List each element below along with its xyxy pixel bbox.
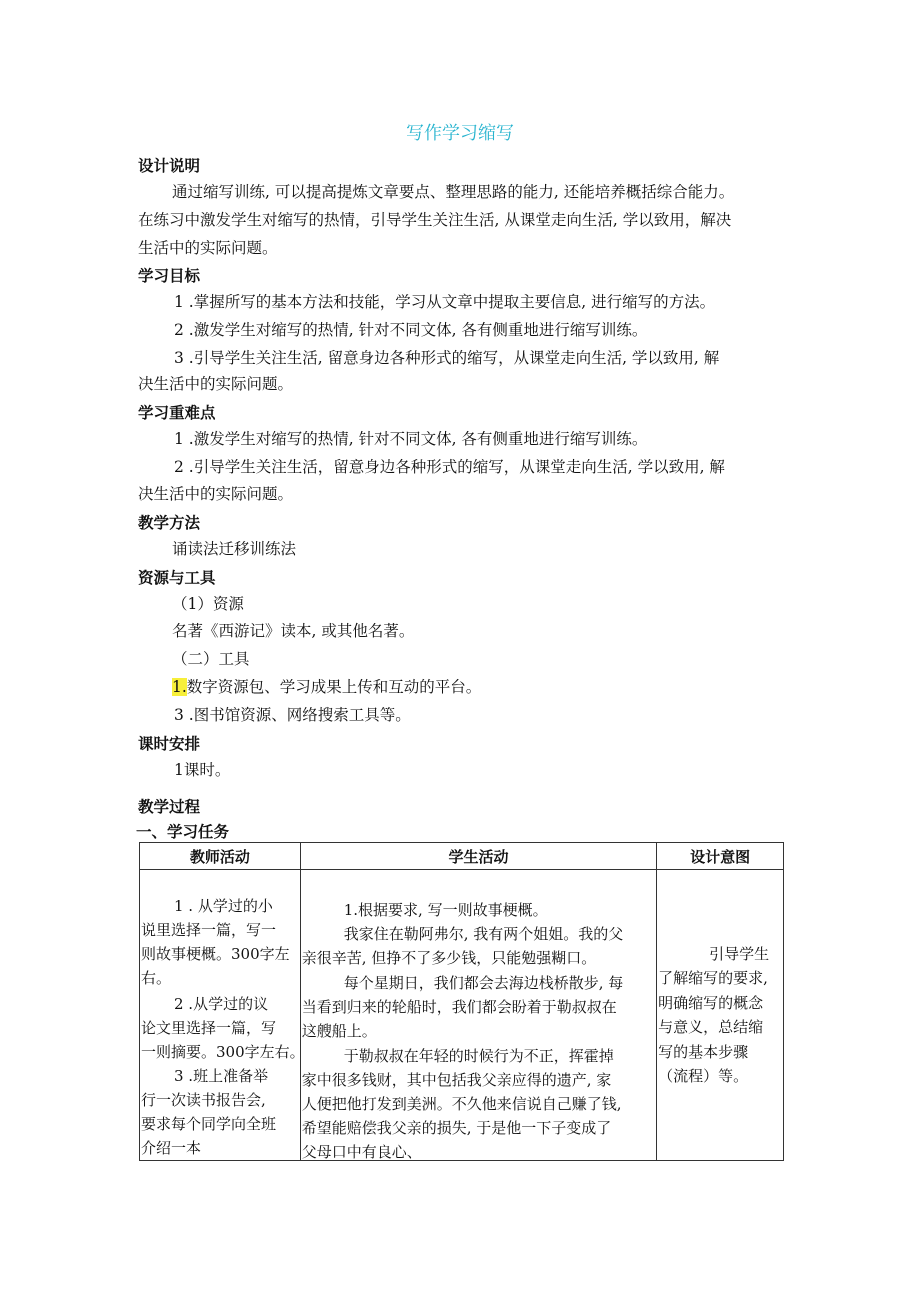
intent-line: （流程）等。	[658, 1067, 749, 1085]
goal-line-2: 2 .激发学生对缩写的热情, 针对不同文体, 各有侧重地进行缩写训练。	[174, 321, 648, 339]
design-line-3: 生活中的实际问题。	[138, 239, 278, 257]
table-header-row	[140, 843, 784, 870]
highlighted-number: 1.	[172, 678, 187, 696]
learning-task-table	[139, 842, 784, 1161]
section-heading-goals: 学习目标	[138, 267, 201, 285]
design-line-1: 通过缩写训练, 可以提高提炼文章要点、整理思路的能力, 还能培养概括综合能力。	[172, 183, 735, 201]
table-row	[140, 870, 784, 1161]
student-line: 当看到归来的轮船时，我们都会盼着于勒叔叔在	[301, 998, 617, 1016]
resources-sub-2: （二）工具	[172, 650, 250, 668]
student-line: 这艘船上。	[301, 1022, 377, 1040]
intent-line: 了解缩写的要求,	[658, 969, 768, 987]
section-heading-schedule: 课时安排	[138, 735, 201, 753]
process-subheading: 一、学习任务	[136, 823, 230, 841]
teacher-line: 一则摘要。300字左右。	[141, 1043, 305, 1061]
resources-text: 名著《西游记》读本, 或其他名著。	[172, 622, 415, 640]
document-title: 写作学习缩写	[406, 123, 514, 144]
intent-line: 写的基本步骤	[658, 1043, 749, 1061]
header-design-intent: 设计意图	[657, 843, 784, 870]
section-heading-resources: 资源与工具	[138, 569, 216, 587]
student-activity-cell	[300, 870, 656, 1161]
teacher-line: 则故事梗概。300字左	[141, 945, 290, 963]
goal-line-4: 决生活中的实际问题。	[138, 375, 294, 393]
design-line-2: 在练习中激发学生对缩写的热情，引导学生关注生活, 从课堂走向生活, 学以致用，解决	[138, 211, 732, 229]
section-heading-design: 设计说明	[138, 157, 201, 175]
resources-sub-1: （1）资源	[172, 595, 244, 613]
teacher-line: 介绍一本	[141, 1139, 202, 1157]
teacher-line: 2 .从学过的议	[174, 995, 269, 1013]
schedule-text: 1课时。	[174, 761, 231, 779]
teacher-line: 右。	[141, 969, 172, 987]
teacher-line: 说里选择一篇，写一	[141, 921, 277, 939]
teacher-line: 1 . 从学过的小	[174, 897, 273, 915]
section-heading-keypoints: 学习重难点	[138, 404, 216, 422]
keypoint-line-2: 2 .引导学生关注生活，留意身边各种形式的缩写，从课堂走向生活, 学以致用, 解	[174, 458, 725, 476]
intent-line: 明确缩写的概念	[658, 994, 764, 1012]
header-teacher-activity: 教师活动	[140, 843, 301, 870]
section-heading-process: 教学过程	[138, 798, 201, 816]
goal-line-3: 3 .引导学生关注生活, 留意身边各种形式的缩写，从课堂走向生活, 学以致用, 解	[174, 349, 720, 367]
student-line: 希望能赔偿我父亲的损失, 于是他一下子变成了	[301, 1119, 612, 1137]
tool-line-1	[172, 673, 481, 701]
method-text: 诵读法迁移训练法	[172, 540, 297, 558]
teacher-line: 论文里选择一篇，写	[141, 1019, 277, 1037]
teacher-line: 行一次读书报告会,	[141, 1091, 266, 1109]
student-line: 我家住在勒阿弗尔, 我有两个姐姐。我的父	[343, 925, 624, 943]
tool-line-3: 3 .图书馆资源、网络搜索工具等。	[174, 706, 411, 724]
teacher-line: 要求每个同学向全班	[141, 1115, 277, 1133]
keypoint-line-3: 决生活中的实际问题。	[138, 485, 294, 503]
teacher-line: 3 .班上准备举	[174, 1067, 269, 1085]
goal-line-1: 1 .掌握所写的基本方法和技能，学习从文章中提取主要信息, 进行缩写的方法。	[174, 293, 716, 311]
intent-line: 引导学生	[709, 945, 770, 963]
student-line: 每个星期日，我们都会去海边栈桥散步, 每	[343, 974, 624, 992]
intent-line: 与意义，总结缩	[658, 1018, 764, 1036]
student-line: 父母口中有良心、	[301, 1143, 422, 1161]
student-line: 家中很多钱财，其中包括我父亲应得的遗产, 家	[301, 1071, 612, 1089]
student-line: 亲很辛苦, 但挣不了多少钱，只能勉强糊口。	[301, 949, 597, 967]
student-line: 于勒叔叔在年轻的时候行为不正，挥霍掉	[343, 1047, 614, 1065]
keypoint-line-1: 1 .激发学生对缩写的热情, 针对不同文体, 各有侧重地进行缩写训练。	[174, 430, 648, 448]
teacher-activity-cell	[140, 870, 305, 1161]
tool-line-1-text: 数字资源包、学习成果上传和互动的平台。	[186, 678, 482, 696]
student-line: 人便把他打发到美洲。不久他来信说自己赚了钱,	[301, 1095, 622, 1113]
student-line: 1.根据要求, 写一则故事梗概。	[343, 901, 548, 919]
design-intent-cell	[657, 870, 784, 1161]
section-heading-method: 教学方法	[138, 514, 201, 532]
header-student-activity: 学生活动	[300, 843, 656, 870]
